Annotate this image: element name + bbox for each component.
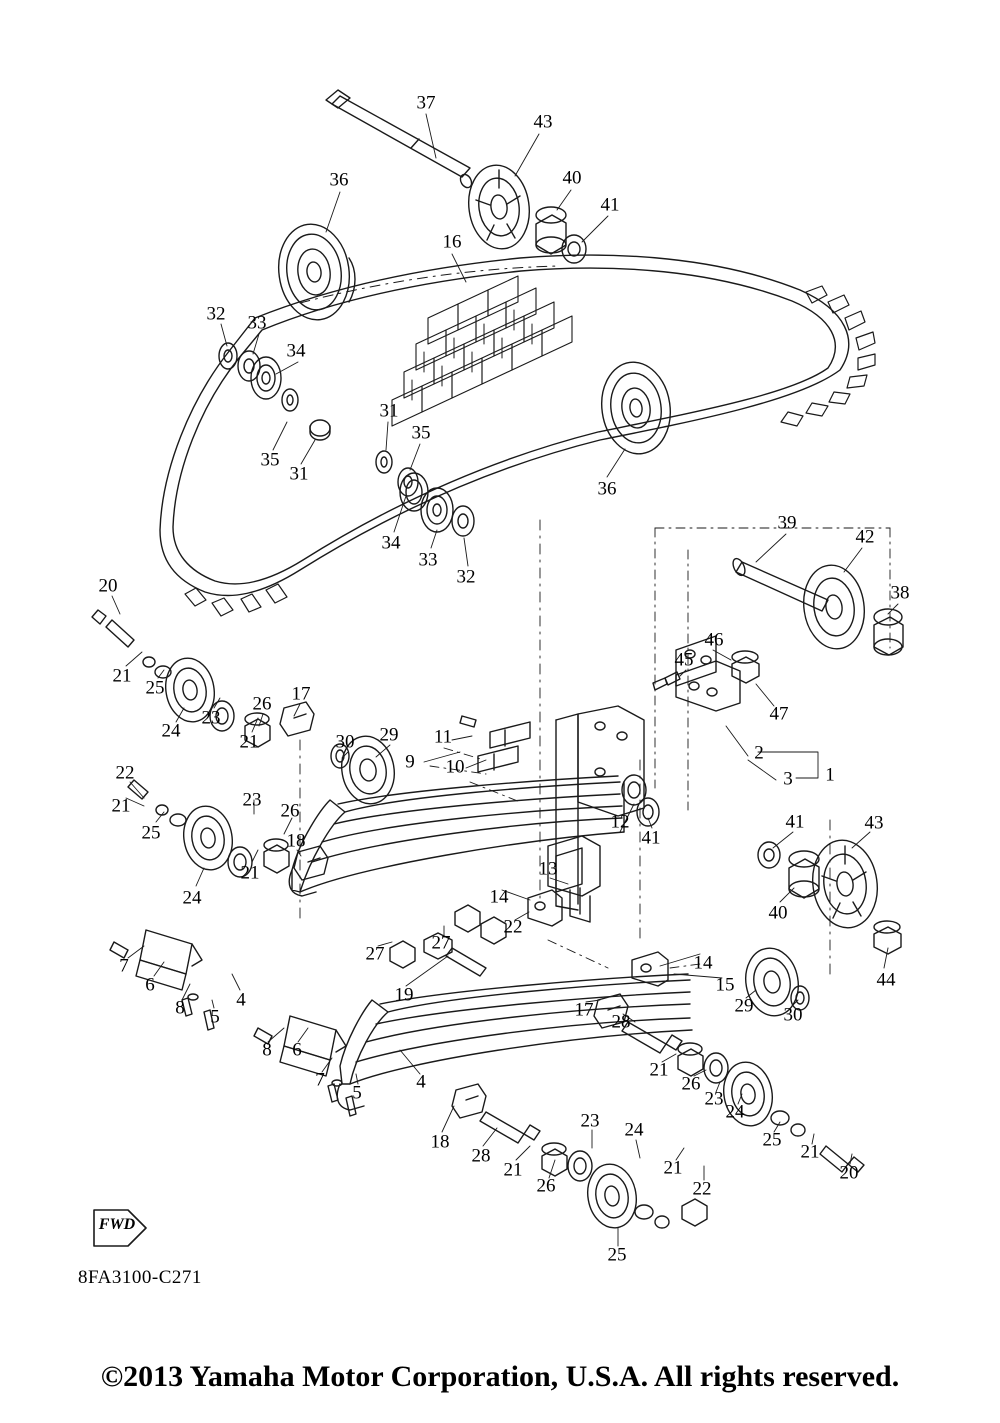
diagram-part-number: 8FA3100-C271	[78, 1267, 202, 1288]
callout-number: 16	[442, 231, 462, 253]
callout-number: 40	[768, 902, 788, 924]
callout-number: 8	[175, 997, 185, 1019]
callout-number: 19	[394, 984, 414, 1006]
callout-number: 26	[252, 693, 272, 715]
callout-number: 23	[201, 707, 221, 729]
callout-number: 4	[236, 989, 246, 1011]
callout-number: 32	[456, 566, 476, 588]
callout-number: 13	[538, 858, 558, 880]
callout-number: 35	[260, 449, 280, 471]
callout-number: 31	[289, 463, 309, 485]
callout-number: 21	[112, 665, 132, 687]
callout-number: 43	[864, 812, 884, 834]
callout-number: 41	[785, 811, 805, 833]
callout-number: 21	[503, 1159, 523, 1181]
callout-number: 3	[783, 768, 793, 790]
callout-number: 24	[725, 1101, 745, 1123]
callout-number: 25	[145, 677, 165, 699]
callout-number: 11	[433, 726, 453, 748]
callout-number: 5	[352, 1082, 362, 1104]
callout-number: 2	[754, 742, 764, 764]
callout-number: 27	[431, 932, 451, 954]
callout-number: 30	[335, 731, 355, 753]
callout-number: 33	[418, 549, 438, 571]
callout-number: 14	[693, 952, 713, 974]
callout-number: 14	[489, 886, 509, 908]
callout-number: 22	[115, 762, 135, 784]
callout-number: 28	[471, 1145, 491, 1167]
callout-number: 8	[262, 1039, 272, 1061]
callout-number: 15	[715, 974, 735, 996]
callout-number: 46	[704, 629, 724, 651]
callout-number: 7	[119, 955, 129, 977]
callout-number: 41	[600, 194, 620, 216]
callout-number: 30	[783, 1004, 803, 1026]
callout-number: 29	[379, 724, 399, 746]
callout-number: 39	[777, 512, 797, 534]
callout-number: 31	[379, 400, 399, 422]
callout-number: 23	[580, 1110, 600, 1132]
callout-number: 10	[445, 756, 465, 778]
callout-number: 34	[381, 532, 401, 554]
callout-number: 22	[692, 1178, 712, 1200]
callout-number: 36	[329, 169, 349, 191]
fwd-label: FWD	[98, 1216, 136, 1233]
callout-number: 42	[855, 526, 875, 548]
callout-number: 17	[574, 999, 594, 1021]
callout-number: 18	[286, 830, 306, 852]
callout-number: 21	[240, 862, 260, 884]
callout-number: 24	[161, 720, 181, 742]
callout-number: 34	[286, 340, 306, 362]
callout-number: 21	[663, 1157, 683, 1179]
callout-number: 25	[607, 1244, 627, 1266]
callout-number: 32	[206, 303, 226, 325]
callout-number: 29	[734, 995, 754, 1017]
callout-number: 26	[536, 1175, 556, 1197]
callout-number: 20	[839, 1162, 859, 1184]
callout-number: 36	[597, 478, 617, 500]
callout-number: 33	[247, 312, 267, 334]
callout-number: 23	[704, 1088, 724, 1110]
callout-number: 22	[503, 916, 523, 938]
callout-number: 24	[624, 1119, 644, 1141]
callout-number: 6	[292, 1039, 302, 1061]
callout-number: 17	[291, 683, 311, 705]
callout-number: 40	[562, 167, 582, 189]
callout-number: 21	[111, 795, 131, 817]
callout-number: 27	[365, 943, 385, 965]
callout-number: 47	[769, 703, 789, 725]
callout-number: 18	[430, 1131, 450, 1153]
callout-number: 9	[405, 751, 415, 773]
callout-number: 44	[876, 969, 896, 991]
callout-number: 37	[416, 92, 436, 114]
callout-number: 43	[533, 111, 553, 133]
callout-number: 7	[315, 1069, 325, 1091]
callout-number: 4	[416, 1071, 426, 1093]
callout-number: 21	[800, 1141, 820, 1163]
fwd-direction-badge	[86, 1205, 148, 1245]
callout-number: 25	[141, 822, 161, 844]
callout-number: 45	[674, 649, 694, 671]
callout-number: 41	[641, 827, 661, 849]
callout-number: 21	[239, 731, 259, 753]
callout-number: 28	[611, 1011, 631, 1033]
callout-number: 20	[98, 575, 118, 597]
callout-number: 25	[762, 1129, 782, 1151]
callout-number: 26	[681, 1073, 701, 1095]
callout-number: 35	[411, 422, 431, 444]
callout-number: 6	[145, 974, 155, 996]
callout-number: 24	[182, 887, 202, 909]
callout-number: 26	[280, 800, 300, 822]
callout-number: 1	[825, 764, 835, 786]
callout-number: 5	[210, 1006, 220, 1028]
copyright-notice: ©2013 Yamaha Motor Corporation, U.S.A. All rights reserved.	[100, 1360, 900, 1393]
callout-number: 38	[890, 582, 910, 604]
callout-number: 12	[610, 811, 630, 833]
callout-number: 23	[242, 789, 262, 811]
callout-number: 21	[649, 1059, 669, 1081]
